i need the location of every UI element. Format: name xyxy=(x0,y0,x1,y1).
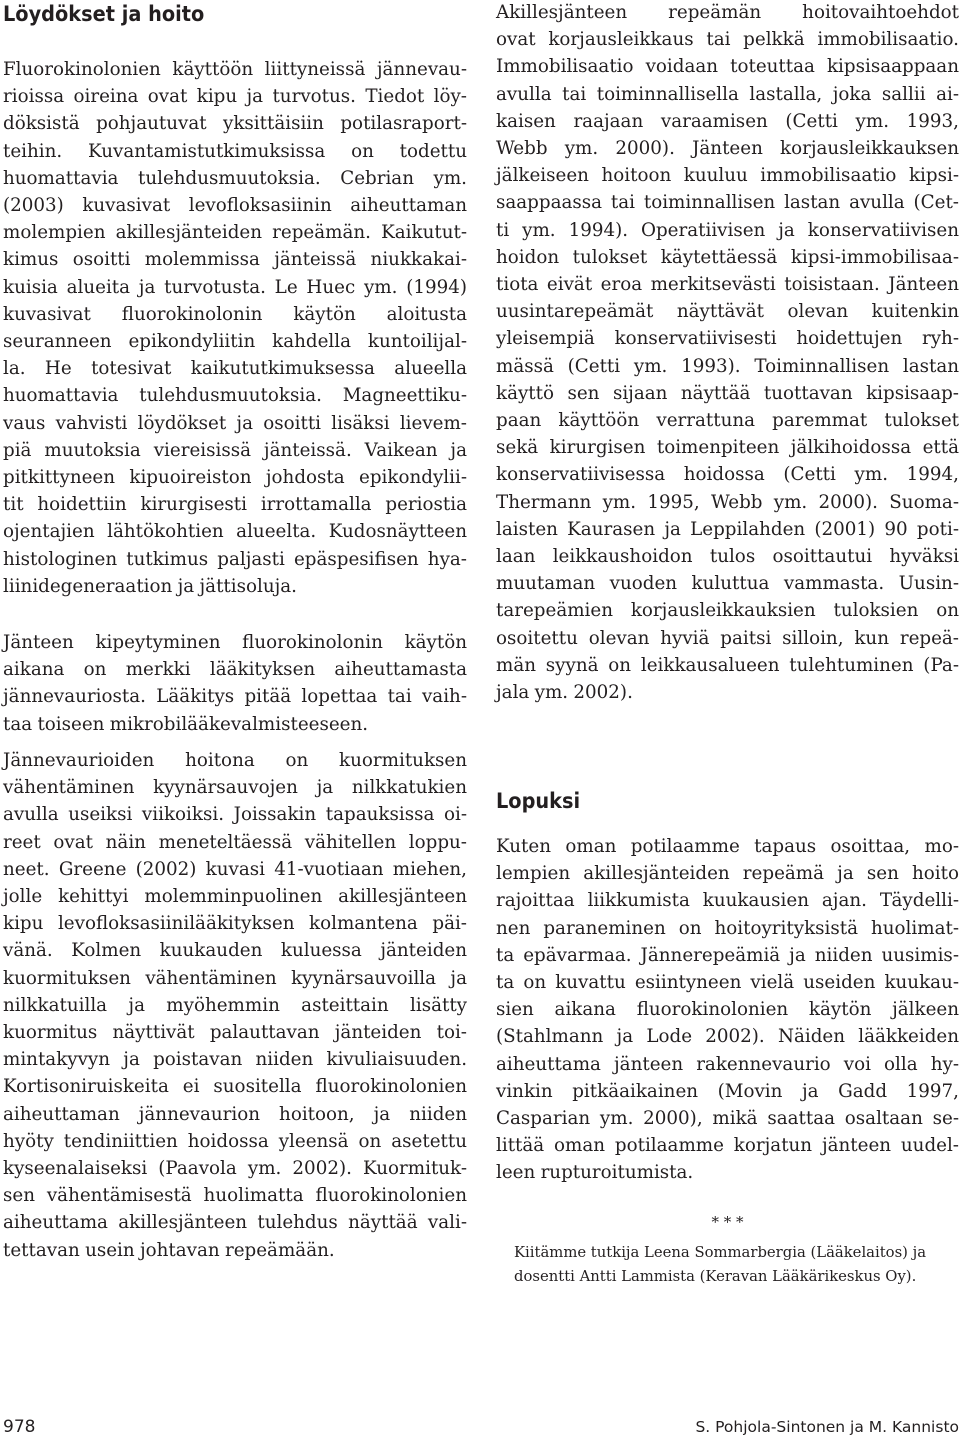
text-line: molempien akillesjänteiden repeämän. Kaikutut- xyxy=(3,222,467,244)
text-line: uusintarepeämät näyttävät olevan kuitenkin xyxy=(496,301,959,323)
text-line: kuisia alueita ja turvotusta. Le Huec ym. (1994) xyxy=(3,276,467,298)
section-heading: Löydökset ja hoito xyxy=(3,2,205,26)
text-line: kyseenalaiseksi (Paavola ym. 2002). Kuormituk- xyxy=(3,1158,467,1179)
text-line: littää oman potilaamme korjatun jänteen uudel- xyxy=(496,1135,959,1157)
text-line: hyöty tendiniittien hoidossa yleensä on asetettu xyxy=(3,1130,467,1152)
text-line: mässä (Cetti ym. 1993). Toiminnallisen lastan xyxy=(496,355,959,377)
text-line: vähentäminen kyynärsauvojen ja nilkkatukien xyxy=(3,777,467,799)
text-line: nen paraneminen on hoitoyrityksistä huolimat- xyxy=(496,917,959,939)
text-line: män syynä on leikkausalueen tulehtuminen (Pa- xyxy=(496,654,959,676)
text-line: Jännevaurioiden hoitona on kuormituksen xyxy=(3,750,467,771)
text-line: Webb ym. 2000). Jänteen korjausleikkauksen xyxy=(496,138,959,159)
text-line: osoitettu olevan hyviä paitsi silloin, kun repeä- xyxy=(496,627,959,649)
text-line: aiheuttama akillesjänteen tulehdus näyttää vali- xyxy=(3,1212,467,1234)
text-line: piä muutoksia viereisissä jänteissä. Vaikean ja xyxy=(3,439,467,461)
text-line: tit hoidettiin kirurgisesti irrottamalla periostia xyxy=(3,494,467,516)
text-line: kuormitus näyttivät palauttavan jänteiden toi- xyxy=(3,1022,467,1043)
text-line: neet. Greene (2002) kuvasi 41-vuotiaan miehen, xyxy=(3,858,467,880)
text-line: avulla useiksi viikoiksi. Joissakin tapauksissa oi- xyxy=(3,804,467,826)
text-line: hoidon tulokset käytettäessä kipsi-immobilisaa- xyxy=(496,246,959,268)
text-line: kuormituksen vähentäminen kyynärsauvoilla ja xyxy=(3,967,467,989)
text-line: konservatiivisessa hoidossa (Cetti ym. 1994, xyxy=(496,464,959,486)
text-line: ta on kuvattu esiintyneen vielä useiden kuukau- xyxy=(496,972,959,993)
text-line: seuranneen epikondyliitin kahdella kuntoilijal- xyxy=(3,331,467,352)
text-line: lempien akillesjänteiden repeämä ja sen hoito xyxy=(496,863,959,885)
acknowledgement-line: Kiitämme tutkija Leena Sommarbergia (Lääkelaitos) ja xyxy=(514,1244,927,1261)
text-line: laisten Kaurasen ja Leppilahden (2001) 90 poti- xyxy=(496,518,959,540)
text-line: kaisen raajaan varaamisen (Cetti ym. 1993, xyxy=(496,110,959,132)
text-line: sien aikana fluorokinolonien käytön jälkeen xyxy=(496,999,959,1021)
text-line: pitkittyneen kipuoireiston johdosta epikondylii- xyxy=(3,467,467,488)
text-line: laan leikkaushoidon tulos osoittautui hyväksi xyxy=(496,546,959,567)
text-line: ovat korjausleikkaus tai pelkkä immobilisaatio. xyxy=(496,29,959,51)
text-line: huomattavia tulehdusmuutoksia. Magneettiku- xyxy=(3,385,467,407)
text-line: Thermann ym. 1995, Webb ym. 2000). Suoma- xyxy=(496,491,959,513)
acknowledgement-line: dosentti Antti Lammista (Keravan Lääkärikeskus Oy). xyxy=(514,1268,917,1285)
text-line: mintakyvyn ja poistavan niiden kivuliaisuuden. xyxy=(3,1049,467,1071)
text-line: ta epävarmaa. Jännerepeämiä ja niiden uusimis- xyxy=(496,944,959,966)
text-line: rioissa oireina ovat kipu ja turvotus. Tiedot löy- xyxy=(3,86,467,108)
text-line: tettavan usein johtavan repeämään. xyxy=(3,1239,335,1261)
text-line: vänä. Kolmen kuukauden kuluessa jänteiden xyxy=(3,940,467,962)
text-line: döksistä pohjautuvat yksittäisiin potilasraport- xyxy=(3,113,467,135)
text-line: sen vähentämisestä huolimatta fluorokinolonien xyxy=(3,1185,467,1207)
text-line: Akillesjänteen repeämän hoitovaihtoehdot xyxy=(496,2,959,23)
text-line: teihin. Kuvantamistutkimuksissa on todettu xyxy=(3,140,467,162)
text-line: sekä kirurgisen toimenpiteen jälkihoidossa että xyxy=(496,437,959,459)
text-line: avulla tai toiminnallisella lastalla, joka sallii ai- xyxy=(496,83,959,105)
text-line: käyttö sen sijaan näyttää tuottavan kipsisaap- xyxy=(496,382,959,404)
text-line: huomattavia tulehdusmuutoksia. Cebrian ym. xyxy=(3,167,467,189)
text-line: vinkin pitkäaikainen (Movin ja Gadd 1997, xyxy=(496,1080,959,1102)
text-line: Jänteen kipeytyminen fluorokinolonin käytön xyxy=(3,632,467,653)
text-line: leen rupturoitumista. xyxy=(496,1162,694,1184)
text-line: tiota eivät eroa merkitsevästi toisistaan. Jänteen xyxy=(496,274,959,295)
text-line: yleisempiä konservatiivisesti hoidettujen ryh- xyxy=(496,328,959,350)
text-line: Kuten oman potilaamme tapaus osoittaa, mo- xyxy=(496,836,959,857)
separator-stars: * * * xyxy=(711,1213,744,1231)
text-line: jännevauriosta. Lääkitys pitää lopettaa tai vaih- xyxy=(3,686,467,708)
text-line: liinidegeneraation ja jättisoluja. xyxy=(3,575,297,597)
text-line: jala ym. 2002). xyxy=(496,682,633,703)
text-line: kimus osoitti molemmissa jänteissä niukkakai- xyxy=(3,249,467,271)
text-line: kuvasivat fluorokinolonin käytön aloitusta xyxy=(3,303,467,325)
text-line: taa toiseen mikrobilääkevalmisteeseen. xyxy=(3,713,369,735)
section-heading-conclusion: Lopuksi xyxy=(496,789,581,813)
text-line: la. He totesivat kaikututkimuksessa alueella xyxy=(3,358,467,380)
text-line: (2003) kuvasivat levofloksasiinin aiheuttaman xyxy=(3,195,467,216)
text-line: ti ym. 1994). Operatiivisen ja konservatiivisen xyxy=(496,219,959,241)
text-line: rajoittaa liikkumista kuukausien ajan. Täydelli- xyxy=(496,890,959,912)
text-line: kipu levofloksasiinilääkityksen kolmantena päi- xyxy=(3,913,467,935)
text-line: Kortisoniruiskeita ei suositella fluorokinolonien xyxy=(3,1076,467,1098)
text-line: histologinen tutkimus paljasti epäspesifisen hya- xyxy=(3,548,467,570)
text-line: tarepeämien korjausleikkauksien tuloksien on xyxy=(496,600,959,622)
text-line: nilkkatuilla ja myöhemmin asteittain lisätty xyxy=(3,994,467,1016)
text-line: vaus vahvisti löydökset ja osoitti lisäksi lievem- xyxy=(3,412,467,434)
text-line: jälkeiseen hoitoon kuuluu immobilisaatio kipsi- xyxy=(496,165,959,187)
footer-authors: S. Pohjola-Sintonen ja M. Kannisto xyxy=(695,1418,959,1436)
text-line: Fluorokinolonien käyttöön liittyneissä jännevau- xyxy=(3,59,467,80)
text-line: aiheuttama jänteen rakennevaurio voi olla hy- xyxy=(496,1053,959,1075)
text-line: paan käyttöön verrattuna paremmat tulokset xyxy=(496,410,959,431)
page-number: 978 xyxy=(3,1417,36,1437)
text-line: aikana on merkki lääkityksen aiheuttamasta xyxy=(3,659,467,681)
text-line: reet ovat näin meneteltäessä vähitellen loppu- xyxy=(3,831,467,853)
text-line: jolle kehittyi molemminpuolinen akillesjänteen xyxy=(3,886,467,907)
text-line: aiheuttaman jännevaurion hoitoon, ja niiden xyxy=(3,1103,467,1125)
text-line: Casparian ym. 2000), mikä saattaa osaltaan se- xyxy=(496,1108,959,1129)
text-line: muutaman vuoden kuluttua vammasta. Uusin- xyxy=(496,573,959,595)
text-line: Immobilisaatio voidaan toteuttaa kipsisaappaan xyxy=(496,56,959,78)
text-line: (Stahlmann ja Lode 2002). Näiden lääkkeiden xyxy=(496,1026,959,1048)
text-line: ojentajien lähtökohtien alueelta. Kudosnäytteen xyxy=(3,521,467,543)
text-line: saappaassa tai toiminnallisen lastan avulla (Cet- xyxy=(496,192,959,214)
